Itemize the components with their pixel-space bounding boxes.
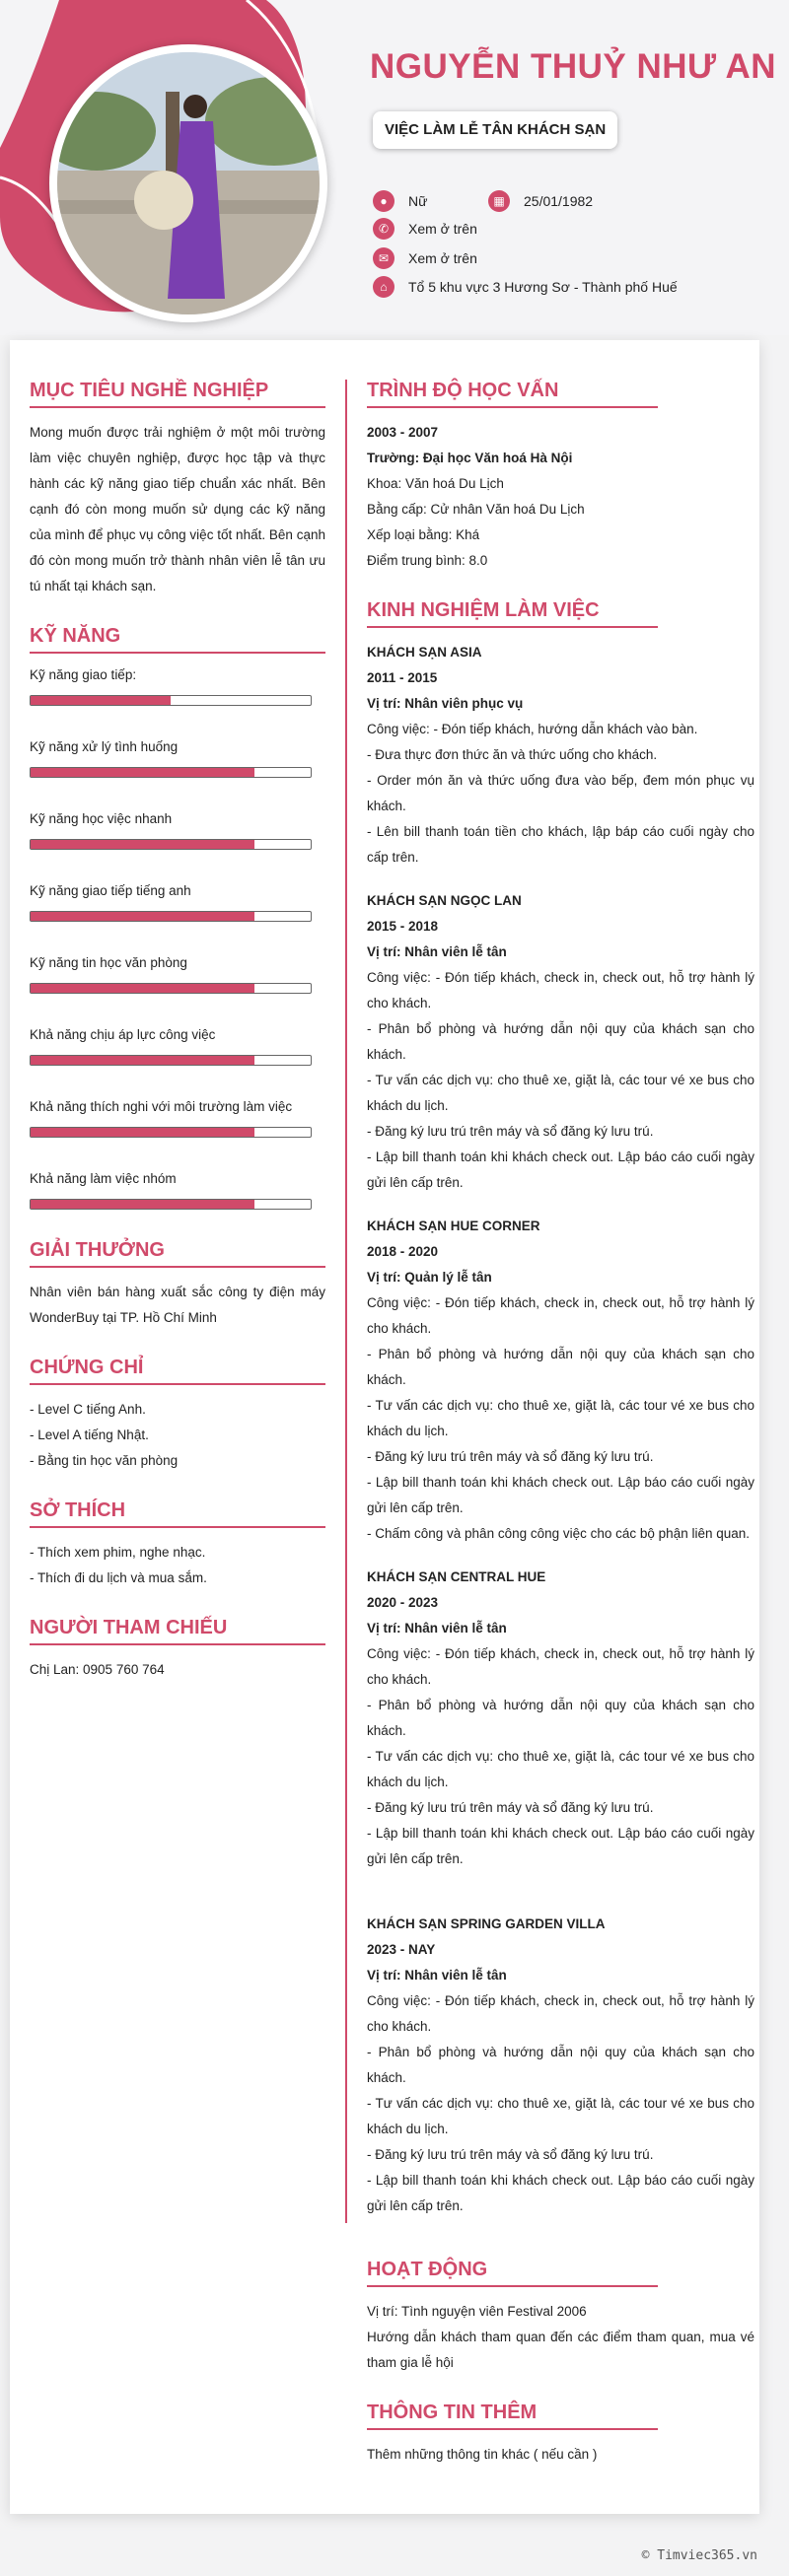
job-company: KHÁCH SẠN HUE CORNER xyxy=(367,1218,540,1233)
education-line: Khoa: Văn hoá Du Lịch xyxy=(367,476,504,491)
job-duty: - Lên bill thanh toán tiền cho khách, lập báp cáo cuối ngày cho cấp trên. xyxy=(367,824,754,865)
job-duty: - Order món ăn và thức uống đưa vào bếp, đem món phục vụ khách. xyxy=(367,773,754,813)
phone-row xyxy=(373,218,477,240)
footer-brand: © Timviec365.vn xyxy=(641,2548,757,2563)
job-period: 2015 - 2018 xyxy=(367,919,439,934)
activities-section xyxy=(367,2259,754,2376)
skill-label: Kỹ năng xử lý tình huống xyxy=(30,739,179,754)
certificate-item: - Bằng tin học văn phòng xyxy=(30,1453,179,1468)
job-duty: - Lập bill thanh toán khi khách check out. Lập báo cáo cuối ngày gửi lên cấp trên. xyxy=(367,1475,754,1515)
education-line: Bằng cấp: Cử nhân Văn hoá Du Lịch xyxy=(367,502,585,517)
job-entry xyxy=(367,1214,754,1547)
reference-text: Chị Lan: 0905 760 764 xyxy=(30,1662,165,1677)
address-row xyxy=(373,276,678,298)
job-duty: - Tư vấn các dịch vụ: cho thuê xe, giặt là, các tour vé xe bus cho khách du lịch. xyxy=(367,1398,754,1438)
job-period: 2011 - 2015 xyxy=(367,670,438,685)
job-duty: - Đăng ký lưu trú trên máy và sổ đăng ký lưu trú. xyxy=(367,1800,654,1815)
skill-label: Kỹ năng tin học văn phòng xyxy=(30,955,187,970)
right-column xyxy=(367,380,754,2468)
job-duty: - Phân bổ phòng và hướng dẫn nội quy của khách sạn cho khách. xyxy=(367,2045,754,2085)
awards-text: Nhân viên bán hàng xuất sắc công ty điện máy WonderBuy tại TP. Hồ Chí Minh xyxy=(30,1285,325,1325)
job-duty: Công việc: - Đón tiếp khách, hướng dẫn khách vào bàn. xyxy=(367,722,698,736)
profile-photo xyxy=(49,44,327,322)
skill-bar-fill xyxy=(31,840,254,849)
education-title: TRÌNH ĐỘ HỌC VẤN xyxy=(367,380,658,408)
skill-bar xyxy=(30,1127,312,1138)
job-entry xyxy=(367,1912,754,2219)
email-value: Xem ở trên xyxy=(408,250,477,266)
job-duty: Công việc: - Đón tiếp khách, check in, check out, hỗ trợ hành lý cho khách. xyxy=(367,1646,754,1687)
education-period: 2003 - 2007 xyxy=(367,425,439,440)
left-column xyxy=(30,380,325,1683)
skill-bar xyxy=(30,839,312,850)
job-company: KHÁCH SẠN CENTRAL HUE xyxy=(367,1569,546,1584)
skill-bar-fill xyxy=(31,1128,254,1137)
address-value: Tổ 5 khu vực 3 Hương Sơ - Thành phố Huế xyxy=(408,279,678,295)
education-line: Xếp loại bằng: Khá xyxy=(367,527,480,542)
activity-line: Vị trí: Tình nguyện viên Festival 2006 xyxy=(367,2304,587,2319)
hobbies-section xyxy=(30,1499,325,1591)
job-position: Vị trí: Nhân viên lễ tân xyxy=(367,1968,507,1983)
hobby-item: - Thích xem phim, nghe nhạc. xyxy=(30,1545,206,1560)
skill-bar-fill xyxy=(31,1200,254,1209)
objective-text: Mong muốn được trải nghiệm ở một môi trường làm việc chuyên nghiệp, được học tập và thực hành các kỹ năng giao tiếp chuẩn xác nhất. Bên cạnh đó còn mong muốn sử dụng các kỹ năng của mình để phục vụ công việc tốt nhất. Bên cạnh đó còn mong muốn trở thành nhân viên lễ tân ưu tú nhất tại khách sạn. xyxy=(30,425,325,593)
phone-icon: ✆ xyxy=(373,218,394,240)
job-duty: - Đăng ký lưu trú trên máy và sổ đăng ký lưu trú. xyxy=(367,1449,654,1464)
extra-text: Thêm những thông tin khác ( nếu cần ) xyxy=(367,2447,598,2462)
references-section xyxy=(30,1617,325,1683)
jobs-list xyxy=(367,640,754,2219)
job-position: Vị trí: Nhân viên phục vụ xyxy=(367,696,524,711)
certificates-section xyxy=(30,1357,325,1474)
skill-bar xyxy=(30,911,312,922)
skill-label: Khả năng thích nghi với môi trường làm việc xyxy=(30,1099,293,1114)
skills-section xyxy=(30,625,325,1210)
job-period: 2023 - NAY xyxy=(367,1942,436,1957)
job-duty: - Tư vấn các dịch vụ: cho thuê xe, giặt là, các tour vé xe bus cho khách du lịch. xyxy=(367,1073,754,1113)
job-duty: - Tư vấn các dịch vụ: cho thuê xe, giặt là, các tour vé xe bus cho khách du lịch. xyxy=(367,2096,754,2136)
birthdate-row xyxy=(488,190,593,212)
certificate-item: - Level A tiếng Nhật. xyxy=(30,1427,149,1442)
experience-section xyxy=(367,599,754,2219)
job-position: Vị trí: Quản lý lễ tân xyxy=(367,1270,492,1285)
job-duty: - Đưa thực đơn thức ăn và thức uống cho khách. xyxy=(367,747,658,762)
birthdate-value: 25/01/1982 xyxy=(524,193,594,209)
skill-bar-fill xyxy=(31,912,254,921)
hobby-item: - Thích đi du lịch và mua sắm. xyxy=(30,1570,207,1585)
job-entry xyxy=(367,1565,754,1872)
job-duty: - Lập bill thanh toán khi khách check out. Lập báo cáo cuối ngày gửi lên cấp trên. xyxy=(367,1149,754,1190)
job-duty: - Phân bổ phòng và hướng dẫn nội quy của khách sạn cho khách. xyxy=(367,1347,754,1387)
job-position: Vị trí: Nhân viên lễ tân xyxy=(367,1621,507,1636)
job-title-badge: VIỆC LÀM LỄ TÂN KHÁCH SẠN xyxy=(373,111,617,149)
job-duty: Công việc: - Đón tiếp khách, check in, check out, hỗ trợ hành lý cho khách. xyxy=(367,970,754,1010)
job-company: KHÁCH SẠN NGỌC LAN xyxy=(367,893,522,908)
skill-bar xyxy=(30,1055,312,1066)
education-line: Điểm trung bình: 8.0 xyxy=(367,553,488,568)
gender-value: Nữ xyxy=(408,193,428,209)
hobbies-title: SỞ THÍCH xyxy=(30,1499,325,1528)
job-duty: - Chấm công và phân công công việc cho các bộ phận liên quan. xyxy=(367,1526,751,1541)
job-duty: - Đăng ký lưu trú trên máy và sổ đăng ký lưu trú. xyxy=(367,1124,654,1139)
job-period: 2018 - 2020 xyxy=(367,1244,439,1259)
skill-bar-fill xyxy=(31,696,171,705)
job-entry xyxy=(367,888,754,1196)
gender-row xyxy=(373,190,427,212)
skill-label: Kỹ năng giao tiếp: xyxy=(30,667,137,682)
skill-label: Kỹ năng giao tiếp tiếng anh xyxy=(30,883,191,898)
job-position: Vị trí: Nhân viên lễ tân xyxy=(367,944,507,959)
experience-title: KINH NGHIỆM LÀM VIỆC xyxy=(367,599,658,628)
awards-section xyxy=(30,1239,325,1331)
skill-bar xyxy=(30,1199,312,1210)
job-duty: - Tư vấn các dịch vụ: cho thuê xe, giặt là, các tour vé xe bus cho khách du lịch. xyxy=(367,1749,754,1789)
skill-bar xyxy=(30,695,312,706)
education-section xyxy=(367,380,754,574)
job-duty: - Lập bill thanh toán khi khách check out. Lập báo cáo cuối ngày gửi lên cấp trên. xyxy=(367,2173,754,2213)
job-duty: - Phân bổ phòng và hướng dẫn nội quy của khách sạn cho khách. xyxy=(367,1698,754,1738)
skill-bar-fill xyxy=(31,984,254,993)
certificate-item: - Level C tiếng Anh. xyxy=(30,1402,146,1417)
skill-label: Khả năng làm việc nhóm xyxy=(30,1171,177,1186)
education-school: Trường: Đại học Văn hoá Hà Nội xyxy=(367,451,573,465)
skills-title: KỸ NĂNG xyxy=(30,625,325,654)
skill-bar xyxy=(30,983,312,994)
skill-label: Khả năng chịu áp lực công việc xyxy=(30,1027,216,1042)
email-row xyxy=(373,247,477,269)
extra-title: THÔNG TIN THÊM xyxy=(367,2402,658,2430)
calendar-icon: ▦ xyxy=(488,190,510,212)
awards-title: GIẢI THƯỞNG xyxy=(30,1239,325,1268)
job-duty: - Phân bổ phòng và hướng dẫn nội quy của khách sạn cho khách. xyxy=(367,1021,754,1062)
references-title: NGƯỜI THAM CHIẾU xyxy=(30,1617,325,1645)
skill-label: Kỹ năng học việc nhanh xyxy=(30,811,173,826)
job-company: KHÁCH SẠN SPRING GARDEN VILLA xyxy=(367,1916,606,1931)
home-icon: ⌂ xyxy=(373,276,394,298)
job-period: 2020 - 2023 xyxy=(367,1595,439,1610)
job-entry xyxy=(367,640,754,870)
job-duty: - Lập bill thanh toán khi khách check out. Lập báo cáo cuối ngày gửi lên cấp trên. xyxy=(367,1826,754,1866)
certificates-title: CHỨNG CHỈ xyxy=(30,1357,325,1385)
activities-title: HOẠT ĐỘNG xyxy=(367,2259,658,2287)
job-company: KHÁCH SẠN ASIA xyxy=(367,645,482,660)
column-divider xyxy=(345,380,347,2223)
skills-list xyxy=(30,665,325,1210)
job-duty: - Đăng ký lưu trú trên máy và sổ đăng ký lưu trú. xyxy=(367,2147,654,2162)
skill-bar-fill xyxy=(31,768,254,777)
objective-title: MỤC TIÊU NGHỀ NGHIỆP xyxy=(30,380,325,408)
extra-section xyxy=(367,2402,754,2468)
skill-bar-fill xyxy=(31,1056,254,1065)
objective-section xyxy=(30,380,325,599)
job-duty: Công việc: - Đón tiếp khách, check in, check out, hỗ trợ hành lý cho khách. xyxy=(367,1295,754,1336)
activity-line: Hướng dẫn khách tham quan đến các điểm tham quan, mua vé tham gia lễ hội xyxy=(367,2330,754,2370)
phone-value: Xem ở trên xyxy=(408,221,477,237)
envelope-icon: ✉ xyxy=(373,247,394,269)
candidate-name: NGUYỄN THUỶ NHƯ AN xyxy=(370,47,777,86)
job-duty: Công việc: - Đón tiếp khách, check in, check out, hỗ trợ hành lý cho khách. xyxy=(367,1993,754,2034)
person-icon: ● xyxy=(373,190,394,212)
skill-bar xyxy=(30,767,312,778)
